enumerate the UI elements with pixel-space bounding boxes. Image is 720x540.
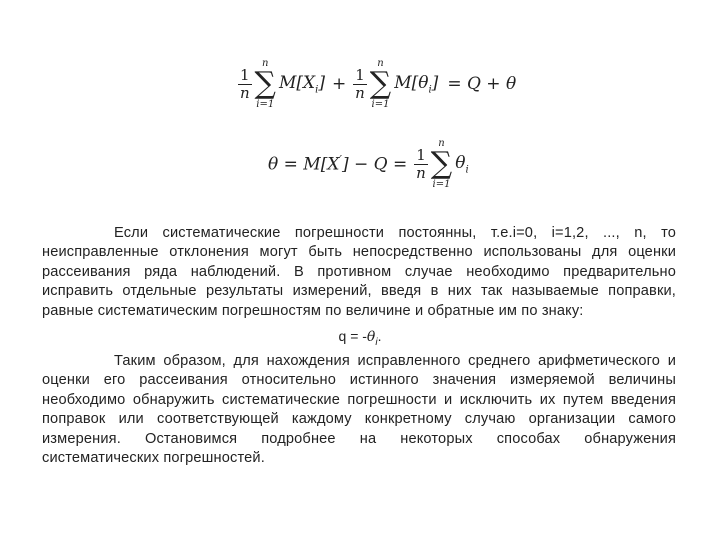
expectation-theta-term: $M[\theta_i]$: [394, 72, 439, 96]
summation-symbol: n ∑ i=1: [369, 58, 392, 110]
summation-symbol: n ∑ i=1: [254, 58, 276, 110]
formula-theta-definition: [268, 138, 469, 190]
summation-symbol: n ∑ i=1: [430, 138, 453, 190]
plus-sign: +: [331, 74, 347, 94]
formula-lhs: θ = M[X′] − Q =: [268, 153, 408, 175]
paragraph-conclusion: Таким образом, для нахождения исправленного среднего арифметического и оценки его рассеивания относительно истинного значения измеряемой величины необходимо обнаружить систематические погрешности и исключить их путем введения поправок или соответствующей каждому конкретному случаю организации самого измерения. Остановимся подробнее на некоторых способах обнаружения систематических погрешностей.: [42, 353, 676, 467]
expectation-x-term: $M[X_i]$: [278, 72, 325, 96]
formula-rhs: = Q + θ: [447, 74, 517, 94]
correction-formula: $q = -\theta_i$.: [338, 328, 382, 348]
fraction-one-over-n: $\frac{1}{n}$: [239, 65, 250, 102]
theta-term: $\theta_i$: [455, 152, 469, 176]
fraction-one-over-n: $\frac{1}{n}$: [416, 145, 426, 182]
fraction-one-over-n: $\frac{1}{n}$: [355, 65, 365, 102]
paragraph-systematic-errors: Если систематические погрешности постоянны, т.е.i=0, i=1,2, ..., n, то неисправленные отклонения могут быть непосредственно использованы для оценки рассеивания ряда наблюдений. В противном случае необходимо предварительно исправить отдельные результаты измерений, введя в них так называемые поправки, равные систематическим погрешностям по величине и обратные им по знаку:: [42, 225, 676, 319]
formula-mean-expectation: [238, 58, 516, 110]
